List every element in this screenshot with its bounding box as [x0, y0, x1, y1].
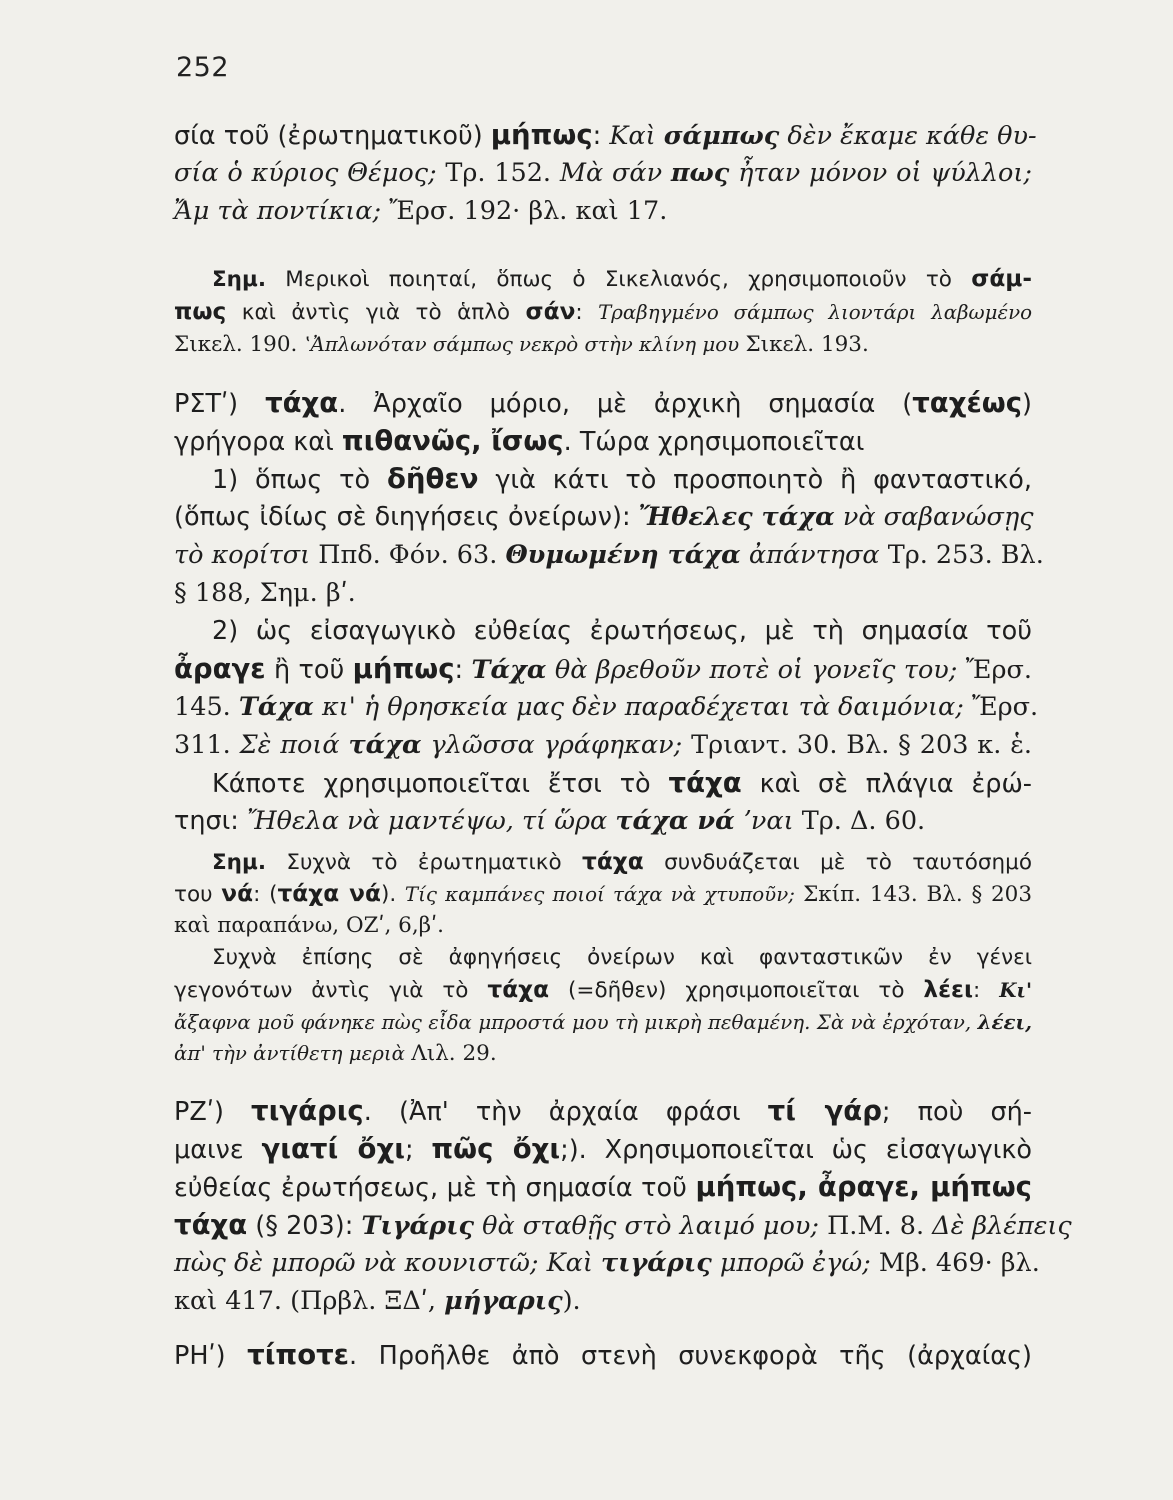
text-line: Ἄμ τὰ ποντίκια; Ἔρσ. 192· βλ. καὶ 17.	[174, 196, 668, 226]
text-line: ἀπ' τὴν ἀντίθετη μεριὰ Λιλ. 29.	[174, 1041, 497, 1066]
text-line: του νά: (τάχα νά). Τίς καμπάνες ποιοί τάχα νὰ χτυποῦν; Σκίπ. 143. Βλ. § 203	[174, 880, 1033, 907]
note-poets	[174, 262, 1032, 361]
text-line: πως καὶ ἀντὶς γιὰ τὸ ἁπλὸ σάν: Τραβηγμένο σάμπως λιοντάρι λαβωμένο	[174, 298, 1032, 325]
text-line: τάχα (§ 203): Τιγάρις θὰ σταθῇς στὸ λαιμό μου; Π.Μ. 8. Δὲ βλέπεις	[174, 1209, 1072, 1241]
text-line: εὐθείας ἐρωτήσεως, μὲ τὴ σημασία τοῦ μήπως, ἆραγε, μήπως	[174, 1171, 1032, 1203]
text-line: Σικελ. 190. ʽἈπλωνόταν σάμπως νεκρὸ στὴν κλίνη μου Σικελ. 193.	[174, 332, 869, 357]
text-line: 311. Σὲ ποιά τάχα γλῶσσα γράφηκαν; Τριαντ. 30. Βλ. § 203 κ. ἑ.	[174, 730, 1033, 760]
section-tigaris	[174, 1092, 1072, 1320]
page-number: 252	[176, 52, 230, 83]
text-line: τὸ κορίτσι Ππδ. Φόν. 63. Θυμωμένη τάχα ἀπάντησα Τρ. 253. Βλ.	[174, 540, 1044, 570]
text-line: 1) ὅπως τὸ δῆθεν γιὰ κάτι τὸ προσποιητὸ ἢ φανταστικό,	[212, 463, 1032, 495]
text-line: πὼς δὲ μπορῶ νὰ κουνιστῶ; Καὶ τιγάρις μπορῶ ἐγώ; Μβ. 469· βλ.	[174, 1248, 1040, 1278]
text-line: Συχνὰ ἐπίσης σὲ ἀφηγήσεις ὀνείρων καὶ φανταστικῶν ἐν γένει	[212, 945, 1032, 970]
section-heading-line: ΡΗʹ) τίποτε. Προῆλθε ἀπὸ στενὴ συνεκφορὰ τῆς (ἀρχαίας)	[174, 1339, 1032, 1371]
text-line: ἄξαφνα μοῦ φάνηκε πὼς εἶδα μπροστά μου τὴ μικρὴ πεθαμένη. Σὰ νὰ ἐρχόταν, λέει,	[174, 1010, 1032, 1034]
text-line: μαινε γιατί ὄχι; πῶς ὄχι;). Χρησιμοποιεῖται ὡς εἰσαγωγικὸ	[174, 1133, 1033, 1165]
text-line: Σημ. Μερικοὶ ποιηταί, ὅπως ὁ Σικελιανός, χρησιμοποιοῦν τὸ σάμ-	[212, 265, 1032, 292]
section-heading-line: ΡΣΤʹ) τάχα. Ἀρχαῖο μόριο, μὲ ἀρχικὴ σημασία (ταχέως)	[174, 387, 1032, 419]
text-line: (ὅπως ἰδίως σὲ διηγήσεις ὀνείρων): Ἤθελες τάχα νὰ σαβανώσῃς	[174, 502, 1034, 532]
text-line: καὶ παραπάνω, ΟΖʹ, 6,βʹ.	[174, 913, 444, 938]
text-line: τησι: Ἤθελα νὰ μαντέψω, τί ὥρα τάχα νά ʼναι Τρ. Δ. 60.	[174, 806, 926, 836]
text-line: καὶ 417. (Πρβλ. ΞΔʹ, μήγαρις).	[174, 1286, 581, 1316]
text-line: σία ὁ κύριος Θέμος; Τρ. 152. Μὰ σάν πως ἦταν μόνον οἱ ψύλλοι;	[174, 158, 1032, 188]
text-line: 2) ὡς εἰσαγωγικὸ εὐθείας ἐρωτήσεως, μὲ τὴ σημασία τοῦ	[212, 616, 1032, 646]
text-line: γρήγορα καὶ πιθανῶς, ἴσως. Τώρα χρησιμοποιεῖται	[174, 425, 865, 457]
text-line: γεγονότων ἀντὶς γιὰ τὸ τάχα (=δῆθεν) χρησιμοποιεῖται τὸ λέει: Κι'	[174, 976, 1032, 1003]
text-line: Κάποτε χρησιμοποιεῖται ἔτσι τὸ τάχα καὶ σὲ πλάγια ἐρώ-	[212, 767, 1032, 799]
section-taxa	[174, 384, 1044, 840]
note-taxa-na	[174, 846, 1032, 1070]
text-line: § 188, Σημ. βʹ.	[174, 578, 356, 608]
text-line: 145. Τάχα κι' ἡ θρησκεία μας δὲν παραδέχεται τὰ δαιμόνια; Ἔρσ.	[174, 692, 1039, 722]
text-line: σία τοῦ (ἐρωτηματικοῦ) μήπως: Καὶ σάμπως δὲν ἔκαμε κάθε θυ-	[174, 119, 1037, 151]
text-line: Σημ. Συχνὰ τὸ ἐρωτηματικὸ τάχα συνδυάζεται μὲ τὸ ταυτόσημό	[212, 848, 1032, 875]
section-tipote	[174, 1336, 1032, 1374]
paragraph-intro	[174, 116, 1037, 230]
text-line: ἆραγε ἢ τοῦ μήπως: Τάχα θὰ βρεθοῦν ποτὲ οἱ γονεῖς του; Ἔρσ.	[174, 653, 1032, 685]
section-heading-line: ΡΖʹ) τιγάρις. (Ἀπ' τὴν ἀρχαία φράσι τί γάρ; ποὺ σή-	[174, 1095, 1033, 1127]
